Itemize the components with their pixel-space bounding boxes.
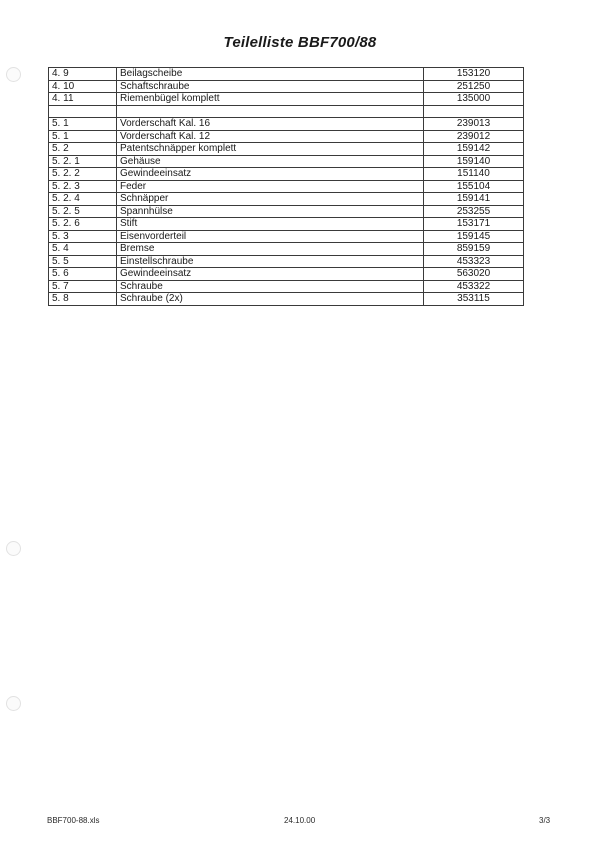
description-cell: Beilagscheibe xyxy=(117,68,424,81)
parts-table-body xyxy=(49,68,524,306)
table-row xyxy=(49,93,524,106)
description-cell: Gewindeeinsatz xyxy=(117,268,424,281)
description-cell: Schnäpper xyxy=(117,193,424,206)
description-cell: Schaftschraube xyxy=(117,80,424,93)
description-cell: Eisenvorderteil xyxy=(117,230,424,243)
part-number-cell: 155104 xyxy=(424,180,524,193)
table-row xyxy=(49,205,524,218)
part-number-cell xyxy=(424,105,524,118)
description-cell: Gewindeeinsatz xyxy=(117,168,424,181)
position-cell: 5. 2. 3 xyxy=(49,180,117,193)
punch-hole-mark xyxy=(6,541,21,556)
description-cell: Patentschnäpper komplett xyxy=(117,143,424,156)
table-row xyxy=(49,168,524,181)
footer-date: 24.10.00 xyxy=(284,816,316,825)
description-cell: Bremse xyxy=(117,243,424,256)
part-number-cell: 159145 xyxy=(424,230,524,243)
description-cell: Spannhülse xyxy=(117,205,424,218)
position-cell: 5. 2. 6 xyxy=(49,218,117,231)
part-number-cell: 159142 xyxy=(424,143,524,156)
position-cell: 5. 2 xyxy=(49,143,117,156)
part-number-cell: 239012 xyxy=(424,130,524,143)
part-number-cell: 135000 xyxy=(424,93,524,106)
position-cell: 4. 11 xyxy=(49,93,117,106)
position-cell: 4. 10 xyxy=(49,80,117,93)
position-cell xyxy=(49,105,117,118)
part-number-cell: 153171 xyxy=(424,218,524,231)
part-number-cell: 563020 xyxy=(424,268,524,281)
part-number-cell: 453323 xyxy=(424,255,524,268)
table-row xyxy=(49,130,524,143)
part-number-cell: 153120 xyxy=(424,68,524,81)
part-number-cell: 151140 xyxy=(424,168,524,181)
position-cell: 4. 9 xyxy=(49,68,117,81)
table-row xyxy=(49,80,524,93)
description-cell xyxy=(117,105,424,118)
table-row xyxy=(49,218,524,231)
description-cell: Schraube xyxy=(117,280,424,293)
parts-table xyxy=(48,67,524,306)
position-cell: 5. 2. 4 xyxy=(49,193,117,206)
description-cell: Einstellschraube xyxy=(117,255,424,268)
description-cell: Gehäuse xyxy=(117,155,424,168)
table-row xyxy=(49,118,524,131)
footer-filename: BBF700-88.xls xyxy=(47,816,100,825)
part-number-cell: 251250 xyxy=(424,80,524,93)
table-row xyxy=(49,280,524,293)
position-cell: 5. 1 xyxy=(49,118,117,131)
part-number-cell: 859159 xyxy=(424,243,524,256)
table-row xyxy=(49,268,524,281)
position-cell: 5. 7 xyxy=(49,280,117,293)
table-row xyxy=(49,293,524,306)
punch-hole-mark xyxy=(6,67,21,82)
position-cell: 5. 6 xyxy=(49,268,117,281)
table-row xyxy=(49,143,524,156)
position-cell: 5. 4 xyxy=(49,243,117,256)
table-row xyxy=(49,193,524,206)
position-cell: 5. 2. 2 xyxy=(49,168,117,181)
table-row xyxy=(49,243,524,256)
footer-page-number: 3/3 xyxy=(539,816,551,825)
table-row xyxy=(49,255,524,268)
position-cell: 5. 2. 5 xyxy=(49,205,117,218)
description-cell: Stift xyxy=(117,218,424,231)
table-row xyxy=(49,155,524,168)
table-row xyxy=(49,230,524,243)
part-number-cell: 353115 xyxy=(424,293,524,306)
description-cell: Vorderschaft Kal. 12 xyxy=(117,130,424,143)
position-cell: 5. 8 xyxy=(49,293,117,306)
position-cell: 5. 1 xyxy=(49,130,117,143)
part-number-cell: 253255 xyxy=(424,205,524,218)
table-row xyxy=(49,68,524,81)
part-number-cell: 159140 xyxy=(424,155,524,168)
punch-hole-mark xyxy=(6,696,21,711)
table-row xyxy=(49,180,524,193)
description-cell: Schraube (2x) xyxy=(117,293,424,306)
part-number-cell: 239013 xyxy=(424,118,524,131)
part-number-cell: 159141 xyxy=(424,193,524,206)
position-cell: 5. 5 xyxy=(49,255,117,268)
position-cell: 5. 2. 1 xyxy=(49,155,117,168)
table-row xyxy=(49,105,524,118)
page-title: Teilelliste BBF700/88 xyxy=(223,34,377,51)
description-cell: Riemenbügel komplett xyxy=(117,93,424,106)
description-cell: Feder xyxy=(117,180,424,193)
part-number-cell: 453322 xyxy=(424,280,524,293)
description-cell: Vorderschaft Kal. 16 xyxy=(117,118,424,131)
position-cell: 5. 3 xyxy=(49,230,117,243)
